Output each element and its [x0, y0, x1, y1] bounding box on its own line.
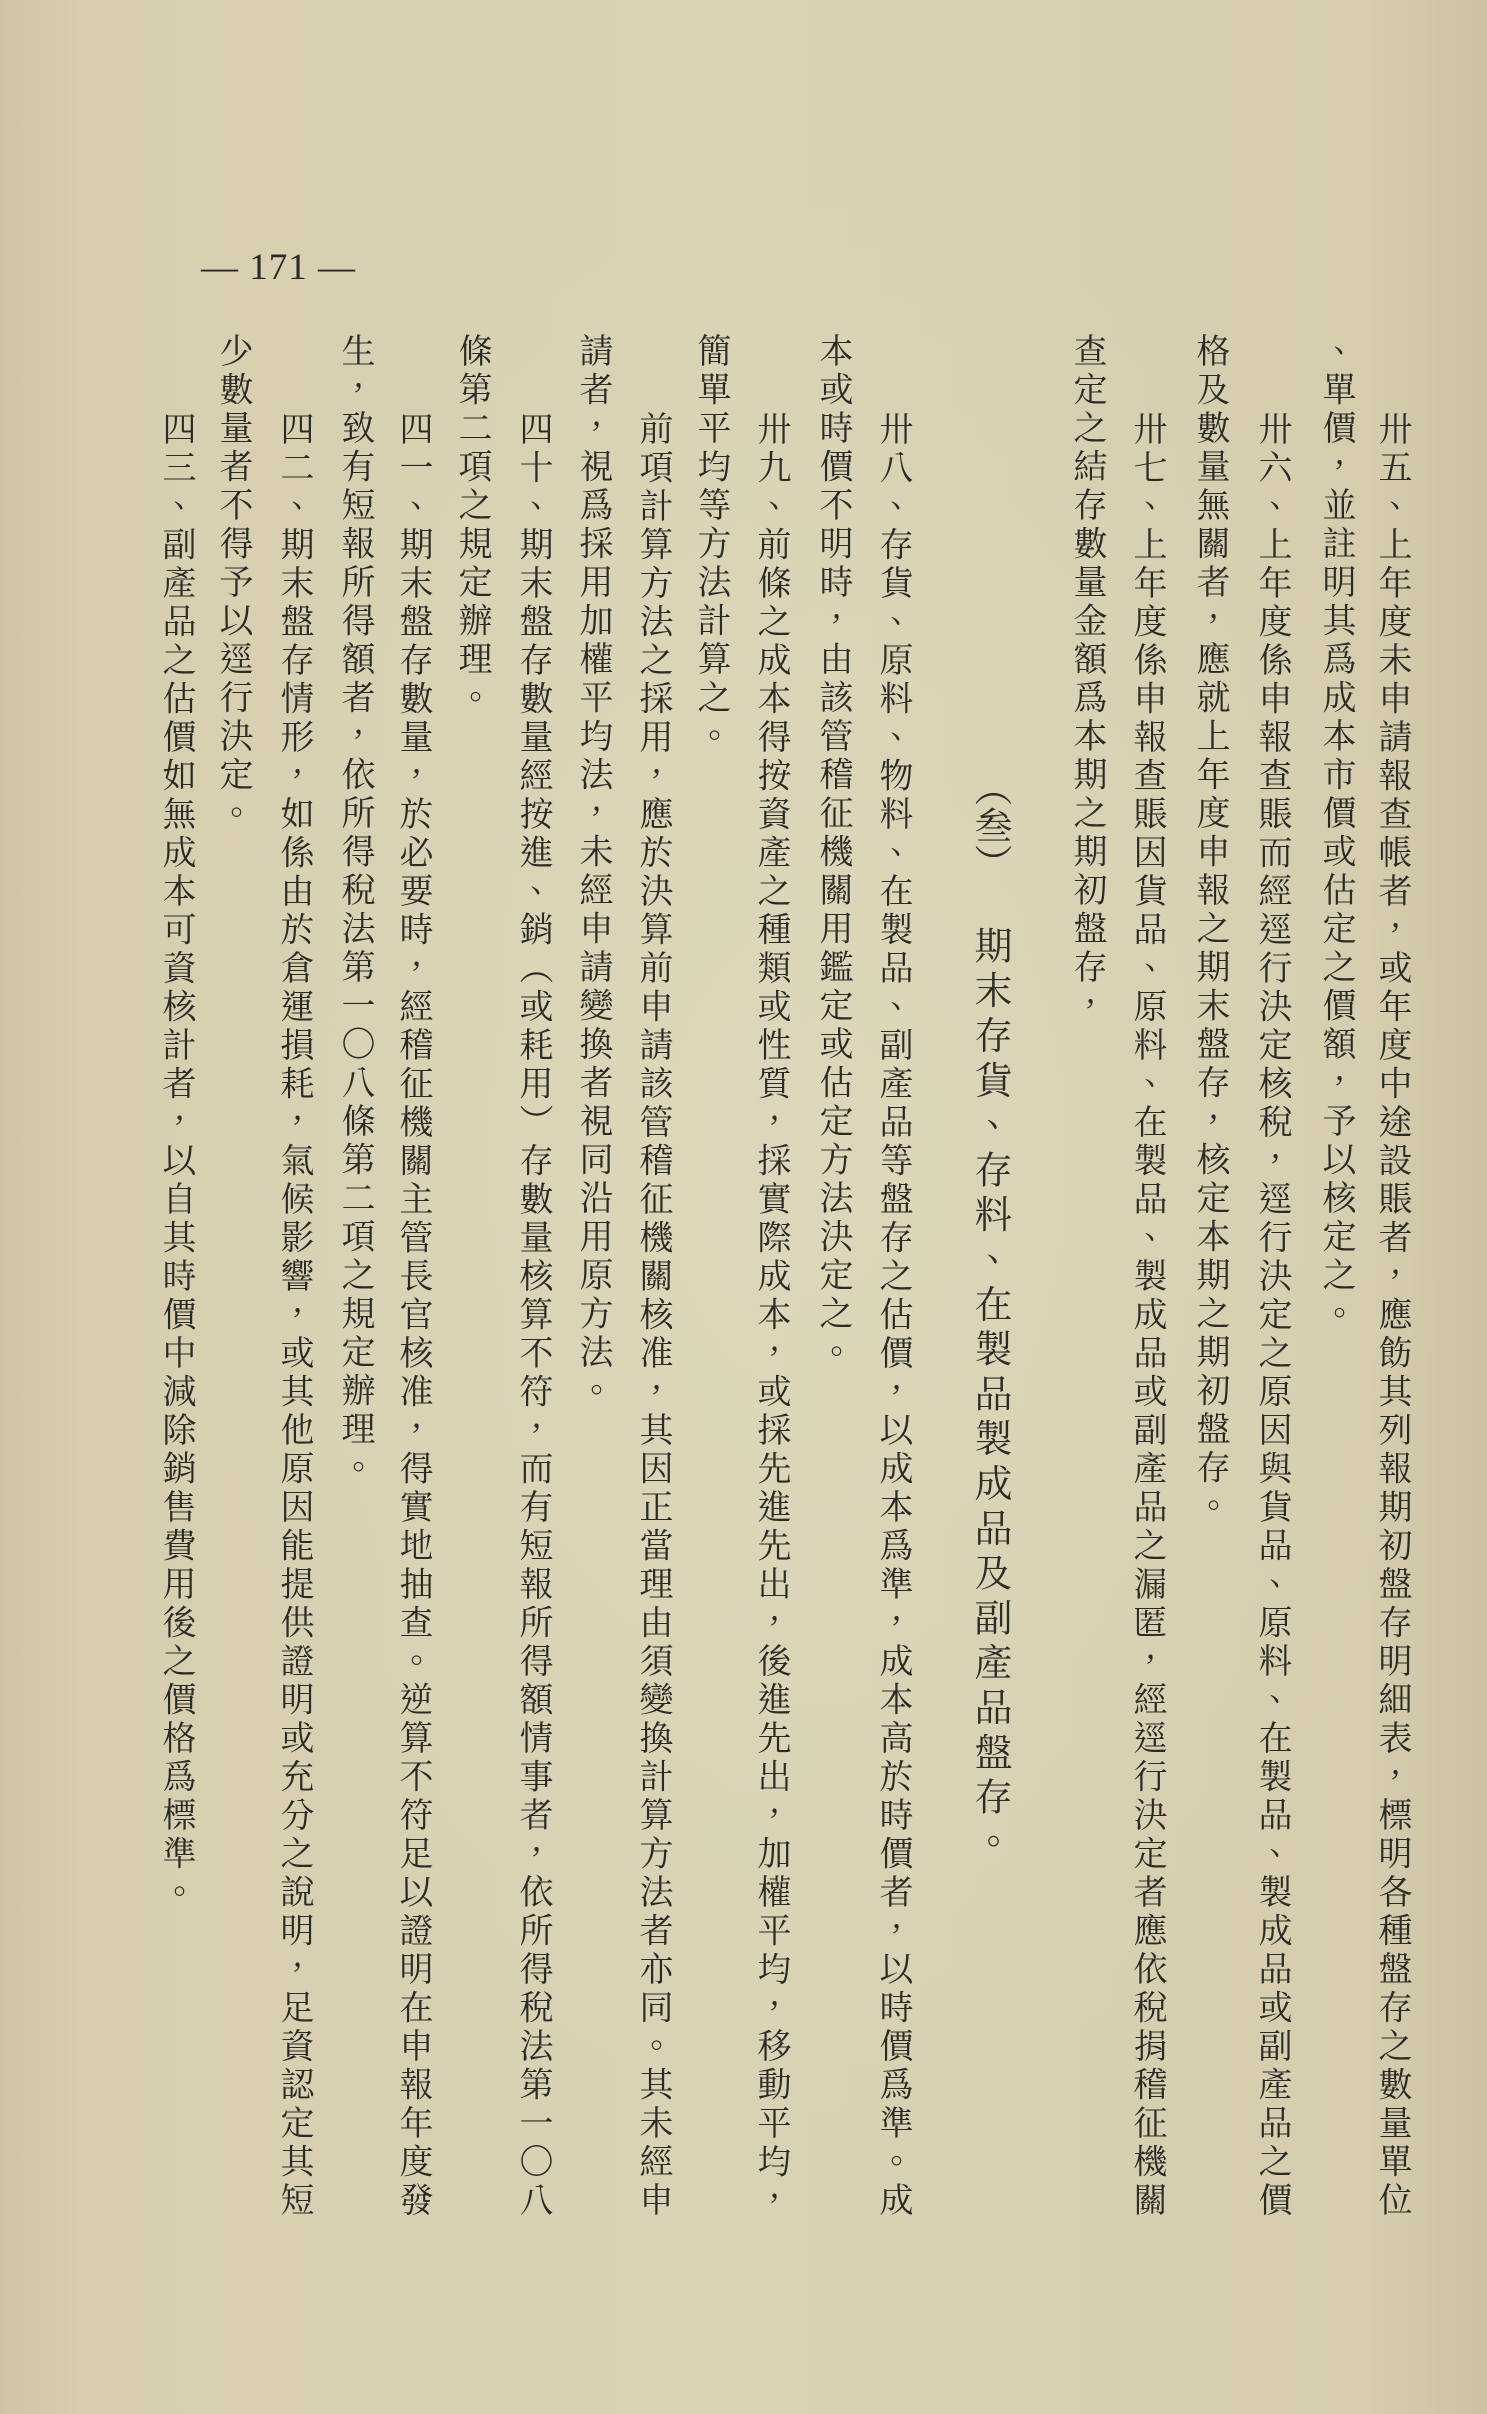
article-39-paragraph-2-line-1: 前項計算方法之採用，應於決算前申請該管稽征機關核准，其因正當理由須變換計算方法者亦同。其未經申: [633, 411, 673, 2221]
section-title: 期末存貨、存料、在製品製成品及副產品盤存。: [968, 926, 1012, 1867]
article-42-line-1: 四二、期末盤存情形，如係由於倉運損耗，氣候影響，或其他原因能提供證明或充分之說明，足資認定其短: [274, 411, 314, 2221]
section-heading: [968, 768, 1012, 1867]
article-35-line-1: 卅五、上年度未申請報查帳者，或年度中途設賬者，應飭其列報期初盤存明細表，標明各種盤存之數量單位: [1372, 411, 1412, 2221]
article-39-paragraph-2-line-2: 請者，視爲採用加權平均法，未經申請變換者視同沿用原方法。: [573, 333, 613, 1411]
article-39-line-1: 卅九、前條之成本得按資產之種類或性質，採實際成本，或採先進先出，後進先出，加權平均，移動平均，: [751, 411, 791, 2221]
section-number: （叁）: [968, 768, 1012, 882]
article-35-line-2: 、單價，並註明其爲成本市價或估定之價額，予以核定之。: [1316, 333, 1356, 1334]
article-36-line-2: 格及數量無關者，應就上年度申報之期末盤存，核定本期之期初盤存。: [1190, 333, 1230, 1527]
article-41-line-1: 四一、期末盤存數量，於必要時，經稽征機關主管長官核准，得實地抽查。逆算不符足以證明在申報年度發: [393, 411, 433, 2221]
article-40-line-1: 四十、期末盤存數量經按進、銷（或耗用）存數量核算不符，而有短報所得額情事者，依所得稅法第一〇八: [513, 411, 553, 2221]
article-38-line-2: 本或時價不明時，由該管稽征機關用鑑定或估定方法決定之。: [813, 333, 853, 1373]
article-38-line-1: 卅八、存貨、原料、物料、在製品、副產品等盤存之估價，以成本爲準，成本高於時價者，以時價爲準。成: [873, 411, 913, 2221]
article-43-line-1: 四三、副產品之估價如無成本可資核計者，以自其時價中減除銷售費用後之價格爲標準。: [156, 411, 196, 1913]
article-40-line-2: 條第二項之規定辦理。: [452, 333, 492, 718]
article-42-line-2: 少數量者不得予以逕行決定。: [213, 333, 253, 834]
article-37-line-1: 卅七、上年度係申報查賬因貨品、原料、在製品、製成品或副產品之漏匿，經逕行決定者應依稅捐稽征機關: [1127, 411, 1167, 2221]
article-36-line-1: 卅六、上年度係申報查賬而經逕行決定核稅，逕行決定之原因與貨品、原料、在製品、製成品或副產品之價: [1252, 411, 1292, 2221]
article-39-line-2: 簡單平均等方法計算之。: [691, 333, 731, 757]
page-number: — 171 —: [201, 247, 356, 288]
article-37-line-2: 查定之結存數量金額爲本期之期初盤存，: [1067, 333, 1107, 1026]
article-41-line-2: 生，致有短報所得額者，依所得稅法第一〇八條第二項之規定辦理。: [335, 333, 375, 1488]
